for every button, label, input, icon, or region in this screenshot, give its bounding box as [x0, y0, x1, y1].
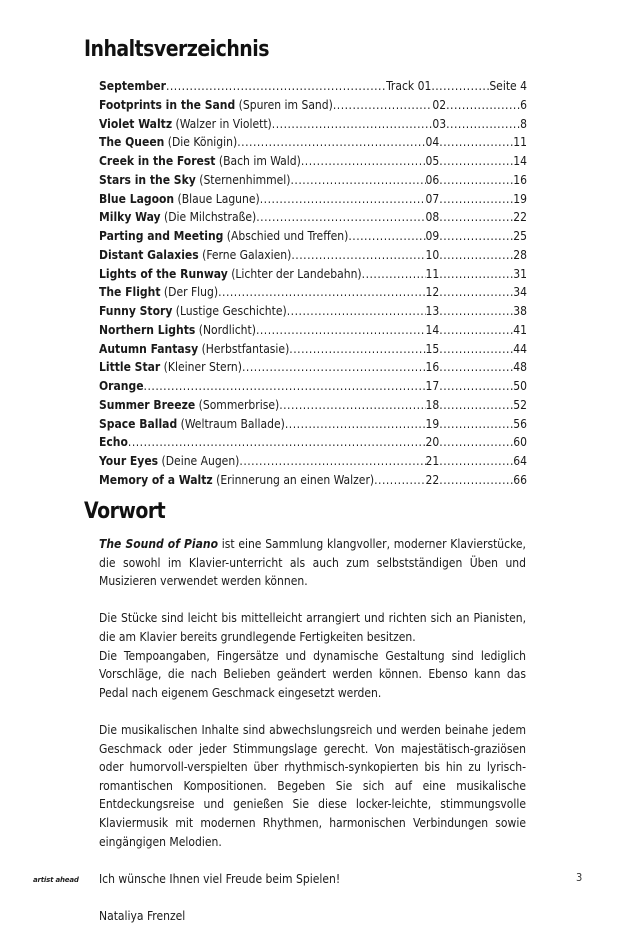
dot-leader: [439, 133, 513, 152]
dot-leader: [446, 115, 520, 134]
page-ref: 19: [513, 191, 527, 206]
dot-leader: [439, 358, 513, 377]
track-number: 04: [425, 135, 440, 150]
page-ref: 56: [513, 416, 527, 431]
song-subtitle: (Nordlicht): [198, 322, 256, 337]
toc-entry-title: [99, 77, 166, 96]
song-title: Northern Lights: [99, 322, 196, 337]
dot-leader: [439, 227, 513, 246]
dot-leader: [256, 321, 426, 340]
song-title: Blue Lagoon: [99, 191, 175, 206]
track-number: 22: [425, 472, 440, 487]
song-title: Milky Way: [99, 210, 161, 225]
foreword-paragraph-2: Die Stücke sind leicht bis mittelleicht arrangiert und richten sich an Pianisten, die am Klavier bereits grundlegende Fertigkeiten besitzen.: [99, 611, 526, 644]
foreword-closing: Ich wünsche Ihnen viel Freude beim Spielen!: [99, 871, 341, 886]
dot-leader: [439, 190, 513, 209]
song-title: Stars in the Sky: [99, 172, 196, 187]
page-ref: 44: [513, 341, 527, 356]
song-title: Parting and Meeting: [99, 229, 224, 243]
song-subtitle: (Sternenhimmel): [199, 172, 291, 187]
book-title: The Sound of Piano: [99, 537, 218, 551]
toc-entry-title: [99, 340, 289, 359]
page-ref: 25: [513, 229, 527, 243]
toc-entry[interactable]: [99, 77, 527, 96]
page-ref: 41: [513, 322, 527, 337]
dot-leader: [439, 171, 513, 190]
toc-entry-title: [99, 283, 218, 302]
song-subtitle: (Herbstfantasie): [201, 341, 290, 356]
page-ref: 6: [520, 97, 527, 112]
toc-entry[interactable]: [99, 377, 527, 396]
track-number: 15: [425, 341, 440, 356]
page-ref: 14: [513, 154, 527, 168]
toc-entry-title: [99, 377, 144, 396]
toc-entry-title: [99, 208, 256, 227]
track-number: 07: [425, 191, 440, 206]
song-title: The Flight: [99, 285, 161, 300]
page-ref: 64: [513, 454, 527, 468]
toc-entry-title: [99, 227, 348, 246]
track-number: 02: [432, 97, 447, 112]
page-ref: 66: [513, 472, 527, 487]
toc-entry[interactable]: [99, 152, 527, 171]
toc-entry-title: [99, 321, 256, 340]
toc-entry[interactable]: [99, 471, 527, 490]
song-subtitle: (Abschied und Treffen): [226, 229, 349, 243]
toc-entry[interactable]: [99, 246, 527, 265]
song-subtitle: (Blaue Lagune): [177, 191, 260, 206]
dot-leader: [439, 208, 513, 227]
dot-leader: [348, 227, 425, 246]
toc-entry-title: [99, 171, 290, 190]
dot-leader: [239, 452, 425, 471]
dot-leader: [439, 377, 513, 396]
toc-entry-title: [99, 415, 285, 434]
song-subtitle: (Walzer in Violett): [175, 116, 272, 131]
foreword-body: [99, 535, 526, 925]
toc-entry-title: [99, 96, 333, 115]
page-ref: 11: [513, 135, 527, 150]
toc-entry[interactable]: [99, 415, 527, 434]
track-number: Track 01: [386, 79, 432, 93]
dot-leader: [439, 471, 513, 490]
dot-leader: [446, 96, 520, 115]
track-number: 06: [425, 172, 440, 187]
dot-leader: [256, 208, 425, 227]
song-title: Funny Story: [99, 304, 173, 318]
song-title: Memory of a Waltz: [99, 472, 213, 487]
song-title: September: [99, 79, 166, 93]
track-number: 19: [425, 416, 440, 431]
song-title: The Queen: [99, 135, 165, 150]
dot-leader: [301, 152, 426, 171]
toc-entry[interactable]: [99, 190, 527, 209]
page-ref: 8: [520, 116, 527, 131]
toc-entry-title: [99, 265, 362, 284]
toc-heading: Inhaltsverzeichnis: [84, 37, 269, 62]
song-subtitle: (Lichter der Landebahn): [231, 266, 362, 281]
table-of-contents: [99, 77, 527, 490]
track-number: 21: [425, 454, 440, 468]
track-number: 10: [425, 247, 440, 262]
dot-leader: [439, 433, 513, 452]
song-title: Distant Galaxies: [99, 247, 199, 262]
dot-leader: [439, 283, 513, 302]
track-number: 03: [432, 116, 447, 131]
foreword-paragraph-1: [99, 535, 526, 591]
dot-leader: [287, 302, 426, 321]
song-title: Autumn Fantasy: [99, 341, 199, 356]
page-ref: 34: [513, 285, 527, 300]
dot-leader: [260, 190, 426, 209]
toc-entry[interactable]: [99, 302, 527, 321]
page-ref: Seite 4: [489, 79, 527, 93]
song-title: Summer Breeze: [99, 397, 196, 412]
dot-leader: [439, 302, 513, 321]
toc-entry[interactable]: [99, 171, 527, 190]
dot-leader: [333, 96, 433, 115]
toc-entry-title: [99, 302, 287, 321]
dot-leader: [218, 283, 425, 302]
toc-entry-title: [99, 396, 279, 415]
song-subtitle: (Bach im Wald): [218, 154, 301, 168]
song-subtitle: (Der Flug): [163, 285, 219, 300]
song-title: Violet Waltz: [99, 116, 173, 131]
dot-leader: [439, 152, 513, 171]
dot-leader: [439, 246, 513, 265]
dot-leader: [374, 471, 425, 490]
page-number: 3: [576, 871, 583, 884]
song-subtitle: (Die Königin): [167, 135, 238, 150]
page-ref: 16: [513, 172, 527, 187]
song-subtitle: (Sommerbrise): [198, 397, 280, 412]
toc-entry[interactable]: [99, 396, 527, 415]
song-subtitle: (Kleiner Stern): [163, 360, 242, 375]
dot-leader: [362, 265, 426, 284]
song-subtitle: (Ferne Galaxien): [202, 247, 292, 262]
track-number: 14: [425, 322, 440, 337]
dot-leader: [128, 433, 426, 452]
foreword-paragraph-3: Die Tempoangaben, Fingersätze und dynamische Gestaltung sind lediglich Vorschläge, die nach Belieben geändert werden können. Ebenso kann das Pedal nach eigenem Geschmack eingesetzt werden.: [99, 648, 526, 700]
dot-leader: [431, 77, 489, 96]
toc-entry-title: [99, 190, 260, 209]
dot-leader: [285, 415, 426, 434]
song-title: Your Eyes: [99, 454, 159, 468]
track-number: 17: [425, 379, 440, 393]
page-ref: 52: [513, 397, 527, 412]
dot-leader: [290, 171, 425, 190]
toc-entry[interactable]: [99, 227, 527, 246]
track-number: 16: [425, 360, 440, 375]
toc-entry[interactable]: [99, 321, 527, 340]
track-number: 18: [425, 397, 440, 412]
track-number: 08: [425, 210, 440, 225]
dot-leader: [166, 77, 386, 96]
song-subtitle: (Weltraum Ballade): [180, 416, 285, 431]
dot-leader: [439, 321, 513, 340]
song-title: Lights of the Runway: [99, 266, 228, 281]
song-subtitle: (Lustige Geschichte): [175, 304, 287, 318]
toc-entry[interactable]: [99, 265, 527, 284]
dot-leader: [289, 340, 425, 359]
dot-leader: [439, 265, 513, 284]
page-ref: 38: [513, 304, 527, 318]
toc-entry-title: [99, 115, 272, 134]
foreword-paragraph-4: Die musikalischen Inhalte sind abwechslungsreich und werden beinahe jedem Geschmack oder jeder Stimmungslage gerecht. Von majestätisch-graziösen oder humorvoll-verspielten über rhythmisch-synkopierten bis hin zu lyrisch-romantischen Kompositionen. Begeben Sie sich auf eine musikalische Entdeckungsreise und genießen Sie diese locker-leichte, stimmungsvolle Klaviermusik mit modernen Rhythmen, harmonischen Verbindungen sowie eingängigen Melodien.: [99, 722, 526, 849]
publisher-logo: artist ahead: [33, 876, 79, 884]
toc-entry-title: [99, 471, 374, 490]
page-ref: 22: [513, 210, 527, 225]
song-subtitle: (Deine Augen): [161, 454, 240, 468]
dot-leader: [279, 396, 425, 415]
page-ref: 50: [513, 379, 527, 393]
track-number: 05: [425, 154, 440, 168]
toc-entry-title: [99, 358, 242, 377]
toc-entry-title: [99, 133, 237, 152]
track-number: 09: [425, 229, 440, 243]
toc-entry[interactable]: [99, 133, 527, 152]
song-title: Creek in the Forest: [99, 154, 216, 168]
song-title: Space Ballad: [99, 416, 178, 431]
toc-entry[interactable]: [99, 283, 527, 302]
track-number: 11: [425, 266, 440, 281]
toc-entry[interactable]: [99, 358, 527, 377]
page-ref: 31: [513, 266, 527, 281]
song-title: Footprints in the Sand: [99, 97, 236, 112]
song-title: Little Star: [99, 360, 161, 375]
toc-entry[interactable]: [99, 208, 527, 227]
toc-entry-title: [99, 452, 239, 471]
toc-entry-title: [99, 433, 128, 452]
toc-entry[interactable]: [99, 115, 527, 134]
dot-leader: [291, 246, 425, 265]
dot-leader: [439, 340, 513, 359]
foreword-signature: Nataliya Frenzel: [99, 908, 186, 923]
toc-entry[interactable]: [99, 96, 527, 115]
toc-entry[interactable]: [99, 340, 527, 359]
song-subtitle: (Erinnerung an einen Walzer): [216, 472, 375, 487]
dot-leader: [439, 396, 513, 415]
dot-leader: [144, 377, 426, 396]
track-number: 13: [425, 304, 440, 318]
dot-leader: [242, 358, 426, 377]
song-title: Orange: [99, 379, 144, 393]
dot-leader: [237, 133, 425, 152]
song-subtitle: (Die Milchstraße): [163, 210, 257, 225]
track-number: 20: [425, 435, 440, 450]
foreword-paragraph-1-text: ist eine Sammlung klangvoller, moderner Klavierstücke, die sowohl im Klavier-unterricht als auch zum selbstständigen Üben und Musizieren verwendet werden können.: [99, 537, 526, 589]
dot-leader: [272, 115, 433, 134]
toc-entry-title: [99, 246, 291, 265]
foreword-heading: Vorwort: [84, 499, 166, 524]
page-ref: 28: [513, 247, 527, 262]
page-ref: 60: [513, 435, 527, 450]
track-number: 12: [425, 285, 440, 300]
toc-entry[interactable]: [99, 452, 527, 471]
song-subtitle: (Spuren im Sand): [238, 97, 333, 112]
dot-leader: [439, 415, 513, 434]
toc-entry-title: [99, 152, 301, 171]
song-title: Echo: [99, 435, 128, 450]
dot-leader: [439, 452, 513, 471]
toc-entry[interactable]: [99, 433, 527, 452]
page-ref: 48: [513, 360, 527, 375]
